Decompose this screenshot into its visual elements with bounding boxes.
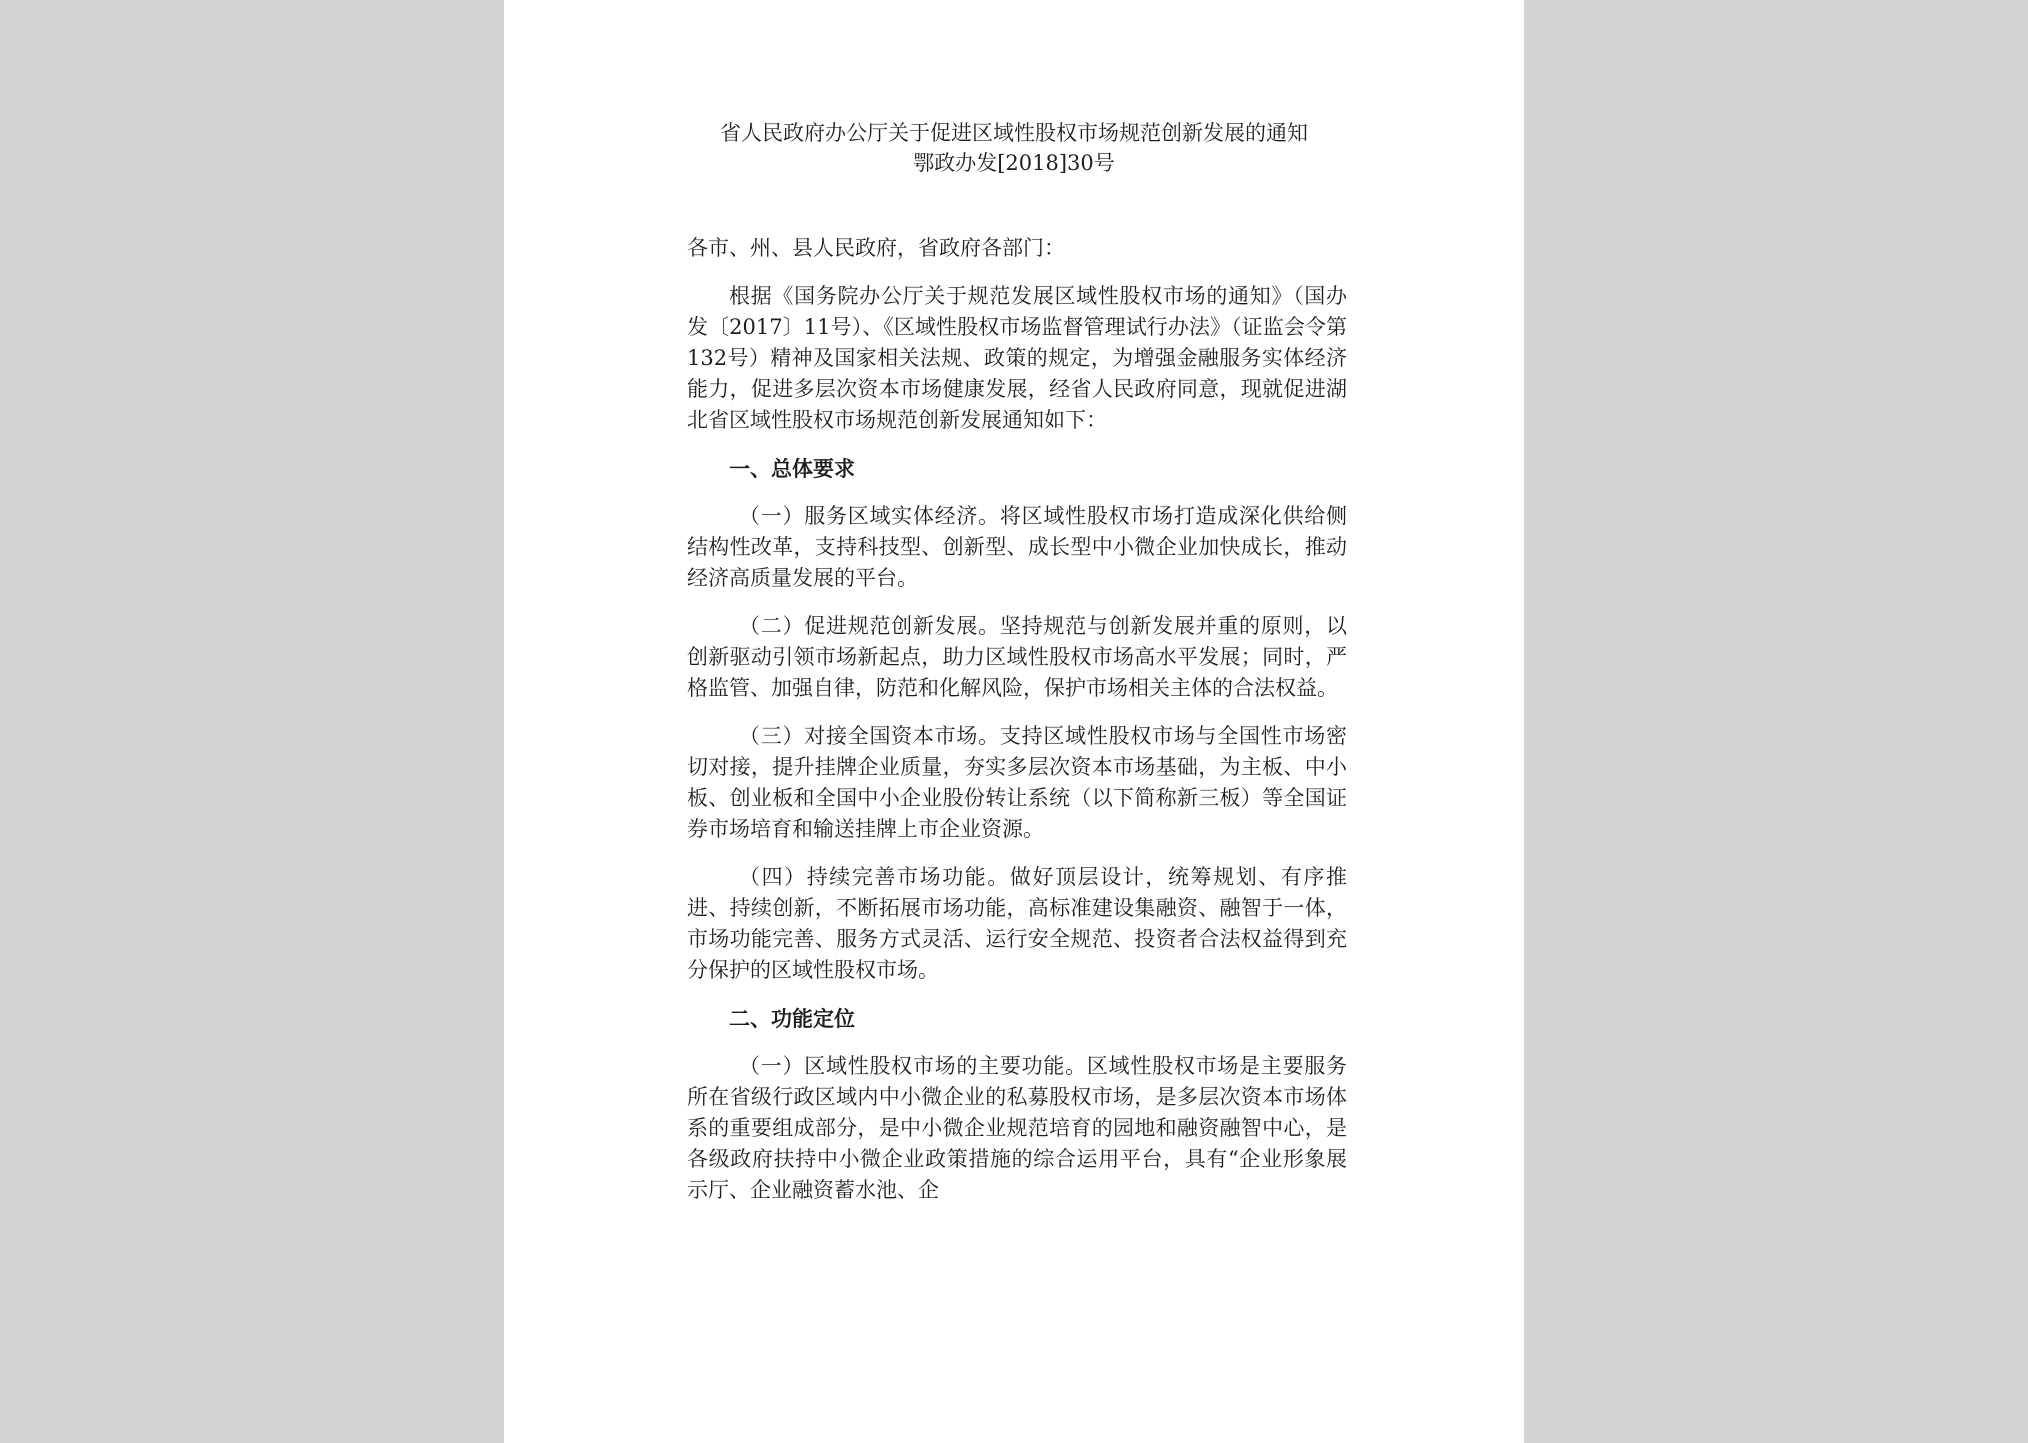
- section-heading-2: 二、功能定位: [729, 1006, 855, 1031]
- section1-item-1: （一）服务区域实体经济。将区域性股权市场打造成深化供给侧结构性改革，支持科技型、创新型、成长型中小微企业加快成长，推动经济高质量发展的平台。: [687, 504, 1347, 590]
- document-body: [687, 233, 1347, 1206]
- document-title: 省人民政府办公厅关于促进区域性股权市场规范创新发展的通知: [720, 121, 1308, 145]
- section1-item-3: （三）对接全国资本市场。支持区域性股权市场与全国性市场密切对接，提升挂牌企业质量，夯实多层次资本市场基础，为主板、中小板、创业板和全国中小企业股份转让系统（以下简称新三板）等全国证券市场培育和输送挂牌上市企业资源。: [687, 724, 1347, 841]
- document-page: [504, 0, 1524, 1443]
- section-heading-1: 一、总体要求: [729, 456, 855, 481]
- document-number: 鄂政办发[2018]30号: [913, 151, 1115, 175]
- section1-item-2: （二）促进规范创新发展。坚持规范与创新发展并重的原则，以创新驱动引领市场新起点，助力区域性股权市场高水平发展；同时，严格监管、加强自律，防范和化解风险，保护市场相关主体的合法权益。: [687, 614, 1347, 700]
- section2-item-1: （一）区域性股权市场的主要功能。区域性股权市场是主要服务所在省级行政区域内中小微企业的私募股权市场，是多层次资本市场体系的重要组成部分，是中小微企业规范培育的园地和融资融智中心，是各级政府扶持中小微企业政策措施的综合运用平台，具有“企业形象展示厅、企业融资蓄水池、企: [687, 1054, 1347, 1202]
- intro-paragraph: 根据《国务院办公厅关于规范发展区域性股权市场的通知》（国办发〔2017〕11号）、《区域性股权市场监督管理试行办法》（证监会令第132号）精神及国家相关法规、政策的规定，为增强金融服务实体经济能力，促进多层次资本市场健康发展，经省人民政府同意，现就促进湖北省区域性股权市场规范创新发展通知如下：: [687, 284, 1347, 432]
- section1-item-4: （四）持续完善市场功能。做好顶层设计，统筹规划、有序推进、持续创新，不断拓展市场功能，高标准建设集融资、融智于一体，市场功能完善、服务方式灵活、运行安全规范、投资者合法权益得到充分保护的区域性股权市场。: [687, 865, 1347, 982]
- salutation: 各市、州、县人民政府，省政府各部门：: [687, 236, 1065, 260]
- document-header: [504, 118, 1524, 178]
